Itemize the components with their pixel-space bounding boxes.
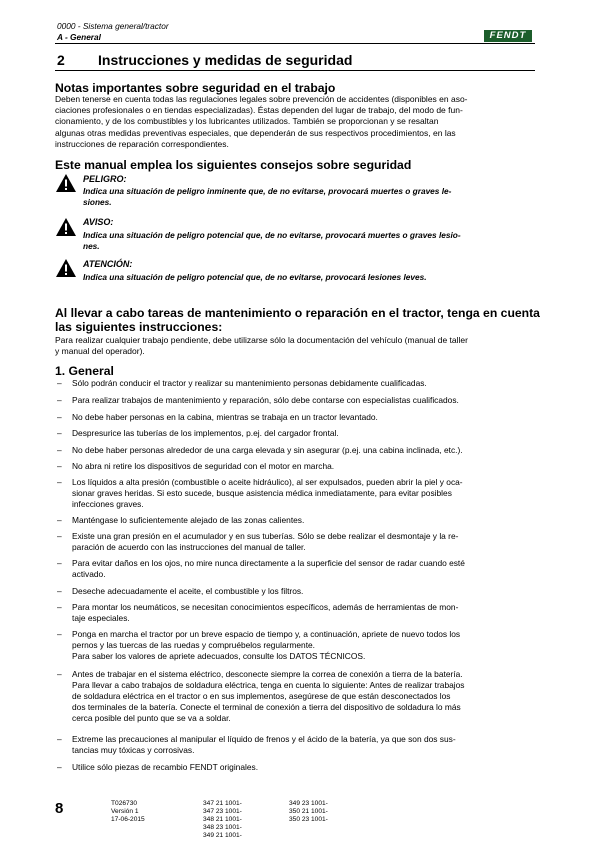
heading-line: Al llevar a cabo tareas de mantenimiento o reparación en el tractor, tenga en cuenta <box>55 306 540 320</box>
text-line: Utilice sólo piezas de recambio FENDT originales. <box>72 762 259 772</box>
text-line: Para montar los neumáticos, se necesitan conocimientos específicos, además de herramientas de mon- <box>72 602 459 612</box>
warning-title-initial: A <box>83 259 89 269</box>
text-line: nes. <box>83 241 100 252</box>
document-info <box>111 800 145 824</box>
text-line: dos terminales de la batería. Conecte el terminal de conexión a tierra del dispositivo de soldadura lo más <box>72 702 461 712</box>
list-dash: – <box>57 445 62 455</box>
serial-number: 347 21 1001- <box>203 800 242 807</box>
fendt-logo: FENDT <box>484 30 532 42</box>
text-line: Antes de trabajar en el sistema eléctrico, desconecte siempre la correa de conexión a tierra de la batería. <box>72 669 463 679</box>
text-line: No abra ni retire los dispositivos de seguridad con el motor en marcha. <box>72 461 335 471</box>
tips-heading: Este manual emplea los siguientes consejos sobre seguridad <box>55 158 412 172</box>
warning-title-initial: P <box>83 174 90 184</box>
warning-body-atencion <box>83 272 427 283</box>
serial-number: 349 23 1001- <box>289 800 328 807</box>
serial-number: 350 21 1001- <box>289 808 328 815</box>
text-line: Sólo podrán conducir el tractor y realizar su mantenimiento personas debidamente cualificadas. <box>72 378 427 388</box>
serial-number: 350 23 1001- <box>289 816 328 823</box>
header-divider <box>55 43 535 44</box>
list-dash: – <box>57 412 62 422</box>
text-line: Despresurice las tuberías de los implementos, p.ej. del cargador frontal. <box>72 428 339 438</box>
text-line: Para llevar a cabo trabajos de soldadura eléctrica, tenga en cuenta lo siguiente: Antes de realizar trabajos <box>72 680 465 690</box>
warning-triangle-icon <box>55 258 77 278</box>
text-line: infecciones graves. <box>72 499 144 509</box>
page-number: 8 <box>55 800 64 817</box>
warning-triangle-icon <box>55 217 77 237</box>
list-dash: – <box>57 734 62 744</box>
warning-title-atencion <box>83 259 132 269</box>
text-line: cionamiento, y de los combustibles y los lubricantes utilizados. También se proporcionan y se resaltan <box>55 116 439 127</box>
text-line: taje especiales. <box>72 613 130 623</box>
text-line: Deben tenerse en cuenta todas las regulaciones legales sobre prevención de accidentes (disponibles en aso- <box>55 94 468 104</box>
text-line: Para evitar daños en los ojos, no mire nunca directamente a la superficie del sensor de radar cuando esté <box>72 558 465 568</box>
text-line: Extreme las precauciones al manipular el líquido de frenos y el ácido de la batería, ya que son dos sus- <box>72 734 456 744</box>
warning-title-rest: VISO: <box>88 217 114 227</box>
list-dash: – <box>57 477 62 487</box>
doc-version: Versión 1 <box>111 808 139 815</box>
section-divider <box>55 70 535 71</box>
text-line: Para realizar trabajos de mantenimiento y reparación, sólo debe contarse con especialistas cualificados. <box>72 395 459 405</box>
section-title: Instrucciones y medidas de seguridad <box>98 52 353 68</box>
list-dash: – <box>57 669 62 679</box>
text-line: No debe haber personas en la cabina, mientras se trabaja en un tractor levantado. <box>72 412 378 422</box>
section-number: 2 <box>57 52 65 68</box>
notes-paragraph <box>55 94 533 150</box>
warning-title-peligro <box>83 174 127 184</box>
list-dash: – <box>57 461 62 471</box>
serial-number: 348 21 1001- <box>203 816 242 823</box>
text-line: cerca posible del punto que se va a soldar. <box>72 713 231 723</box>
list-dash: – <box>57 602 62 612</box>
text-line: Para saber los valores de apriete adecuados, consulte los DATOS TÉCNICOS. <box>72 651 366 661</box>
warning-body-aviso <box>83 230 461 253</box>
list-dash: – <box>57 395 62 405</box>
warning-title-initial: A <box>83 217 89 227</box>
text-line: Los líquidos a alta presión (combustible o aceite hidráulico), al ser expulsados, pueden abrir la piel y oca- <box>72 477 463 487</box>
text-line: No debe haber personas alrededor de una carga elevada y sin asegurar (p.ej. una cabina inclinada, etc.). <box>72 445 463 455</box>
serial-number: 349 21 1001- <box>203 832 242 839</box>
warning-body-peligro <box>83 186 451 209</box>
list-dash: – <box>57 428 62 438</box>
list-dash: – <box>57 558 62 568</box>
warning-title-rest: ELIGRO: <box>89 174 127 184</box>
notes-heading: Notas importantes sobre seguridad en el trabajo <box>55 81 336 95</box>
maintenance-paragraph <box>55 335 533 357</box>
serial-numbers-column <box>289 800 328 824</box>
text-line: Existe una gran presión en el acumulador y en sus tuberías. Sólo se debe realizar el desmontaje y la re- <box>72 531 459 541</box>
text-line: Manténgase lo suficientemente alejado de las zonas calientes. <box>72 515 305 525</box>
text-line: pernos y las tuercas de las ruedas y compruébelos regularmente. <box>72 640 316 650</box>
text-line: sionar graves heridas. Si esto sucede, busque asistencia médica inmediatamente, para evitar posibles <box>72 488 452 498</box>
list-dash: – <box>57 515 62 525</box>
heading-line: las siguientes instrucciones: <box>55 320 223 334</box>
doc-date: 17-06-2015 <box>111 816 145 823</box>
text-line: instrucciones de reparación correspondientes. <box>55 138 229 149</box>
text-line: Indica una situación de peligro inminente que, de no evitarse, provocará muertes o graves le- <box>83 186 452 196</box>
serial-number: 348 23 1001- <box>203 824 242 831</box>
maintenance-heading <box>55 306 540 334</box>
text-line: ciaciones profesionales o en tiendas especializadas). Éstas dependen del lugar de trabajo, del modo de fun- <box>55 105 463 116</box>
text-line: Indica una situación de peligro potencial que, de no evitarse, provocará muertes o graves lesio- <box>83 230 461 240</box>
text-line: activado. <box>72 569 106 579</box>
serial-number: 347 23 1001- <box>203 808 242 815</box>
text-line: de soldadura eléctrica en el tractor o en sus implementos, asegúrese de que están desconectados los <box>72 691 451 701</box>
list-dash: – <box>57 531 62 541</box>
list-dash: – <box>57 629 62 639</box>
warning-triangle-icon <box>55 173 77 193</box>
text-line: algunas otras medidas preventivas especiales, que dependerán de sus respectivos procedimientos, en las <box>55 127 456 138</box>
list-dash: – <box>57 762 62 772</box>
general-heading: 1. General <box>55 364 114 378</box>
doc-number: T026730 <box>111 800 138 807</box>
header-category: 0000 - Sistema general/tractor <box>57 21 169 31</box>
serial-numbers-column <box>203 800 242 840</box>
text-line: paración de acuerdo con las instrucciones del manual de taller. <box>72 542 306 552</box>
text-line: Para realizar cualquier trabajo pendiente, debe utilizarse sólo la documentación del vehículo (manual de taller <box>55 335 468 345</box>
text-line: Ponga en marcha el tractor por un breve espacio de tiempo y, a continuación, apriete de nuevo todos los <box>72 629 461 639</box>
warning-title-rest: TENCIÓN: <box>88 259 133 269</box>
text-line: y manual del operador). <box>55 346 145 357</box>
header-subcategory: A - General <box>57 32 101 42</box>
warning-title-aviso <box>83 217 113 227</box>
text-line: Indica una situación de peligro potencial que, de no evitarse, provocará lesiones leves. <box>83 272 427 282</box>
text-line: Deseche adecuadamente el aceite, el combustible y los filtros. <box>72 586 304 596</box>
text-line: siones. <box>83 197 112 208</box>
text-line: tancias muy tóxicas y corrosivas. <box>72 745 195 755</box>
list-dash: – <box>57 378 62 388</box>
list-dash: – <box>57 586 62 596</box>
